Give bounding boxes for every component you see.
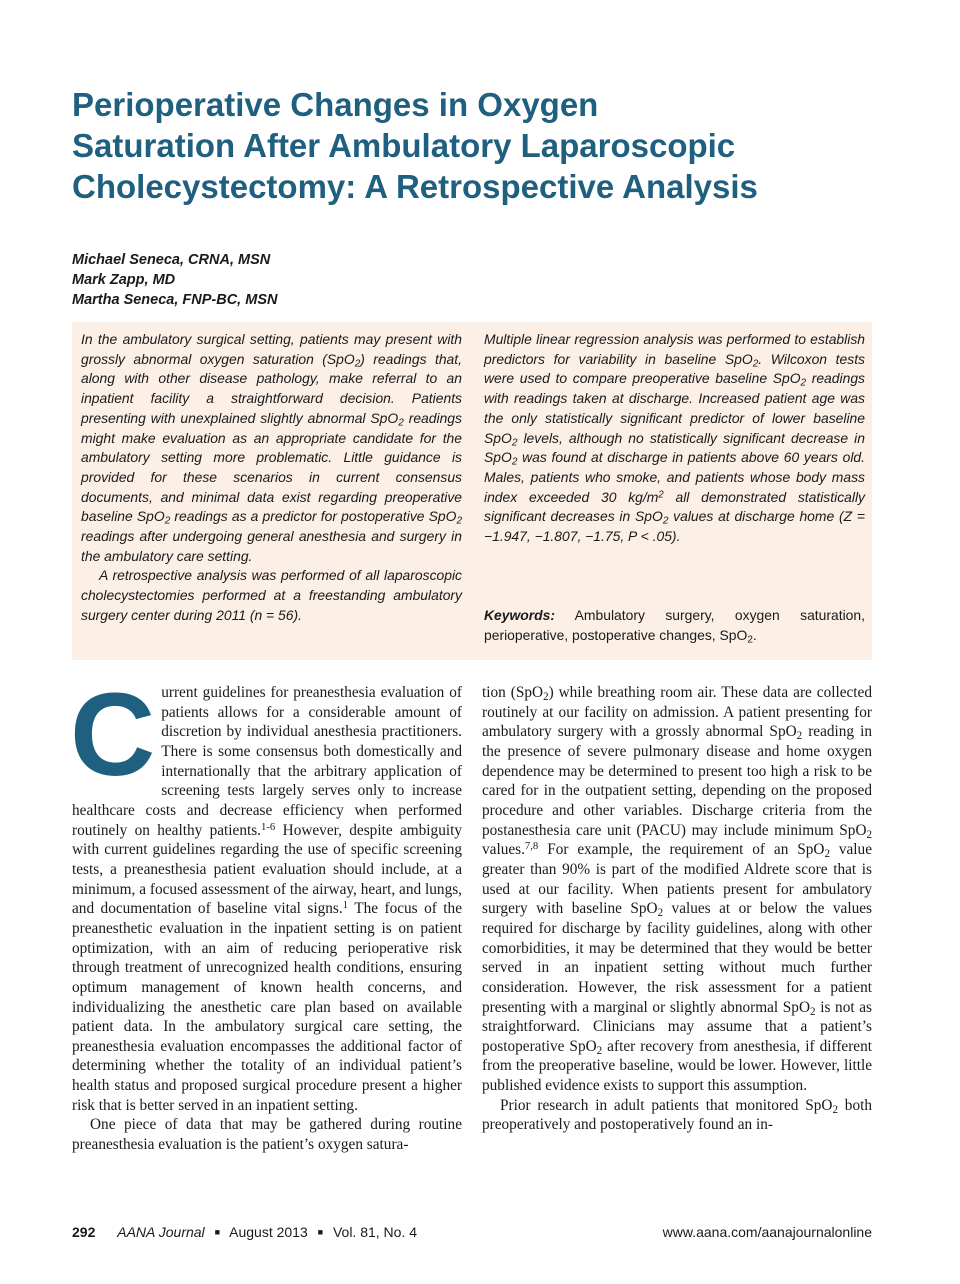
title-line: Perioperative Changes in Oxygen (72, 86, 599, 123)
abstract-right-column (484, 330, 865, 547)
page-number: 292 (72, 1224, 96, 1240)
author-list (72, 250, 277, 310)
body-paragraph: One piece of data that may be gathered during routine preanesthesia evaluation is the patient’s oxygen satura- (72, 1116, 462, 1154)
abstract-paragraph: Multiple linear regression analysis was performed to establish predictors for variability in baseline SpO$_2$. Wilcoxon tests were used to compare preoperative baseline SpO$_2$ readings with readings taken at discharge. Increased patient age was the only statistically significant predictor of lower baseline SpO$_2$ levels, although no statistically significant decrease in SpO$_2$ was found at discharge in patients above 60 years old. Males, patients who smoke, and patients whose body mass index exceeded 30 $kg/m^2$ all demonstrated statistically significant decreases in SpO$_2$ values at discharge home (Z = −1.947, −1.807, −1.75, P < .05). (484, 331, 866, 545)
body-paragraph: tion (SpO$_2$) while breathing room air. These data are collected routinely at our facility on admission. A patient presenting for ambulatory surgery with a grossly abnormal SpO$_2$ reading in the presence of severe pulmonary disease and home oxygen dependence may be determined to present too high a risk to be cared for in the outpatient setting, depending on the proposed procedure and other variables. Discharge criteria from the postanesthesia care unit (PACU) may include minimum SpO$_2$ values.$^{7,8}$ For example, the requirement of an SpO$_2$ value greater than 90% is part of the modified Aldrete score that is used at our facility. When patients present for ambulatory surgery with baseline SpO$_2$ values at or below the values required for discharge by facility guidelines, along with other comorbidities, it may be determined that they would be better served in an inpatient setting without much further consideration. However, the risk assessment for a patient presenting with a marginal or slightly abnormal SpO$_2$ is not as straightforward. Clinicians may assume that a patient’s postoperative SpO$_2$ after recovery from anesthesia, if different from the preoperative baseline, would be lower. However, little published evidence exists to support this assumption. (482, 684, 872, 1095)
journal-url[interactable]: www.aana.com/aanajournalonline (662, 1224, 872, 1240)
body-right-column (482, 683, 872, 1135)
abstract-paragraph: A retrospective analysis was performed of all laparoscopic cholecystectomies performed at a freestanding ambulatory surgery center during 2011 (n = 56). (81, 567, 462, 623)
separator-icon: ■ (214, 1227, 220, 1237)
drop-cap: C (70, 669, 156, 801)
body-left-column (70, 669, 462, 1155)
journal-name: AANA Journal (117, 1224, 205, 1240)
author: Mark Zapp, MD (72, 272, 176, 288)
title-line: Saturation After Ambulatory Laparoscopic (72, 127, 736, 164)
abstract-left-column (81, 330, 462, 626)
keywords-label: Keywords: (484, 607, 556, 623)
volume-info: Vol. 81, No. 4 (332, 1224, 418, 1240)
author: Michael Seneca, CRNA, MSN (72, 252, 271, 268)
abstract-box (72, 322, 872, 660)
issue-date: August 2013 (229, 1224, 308, 1240)
title-line: Cholecystectomy: A Retrospective Analysis (72, 168, 758, 205)
author: Martha Seneca, FNP-BC, MSN (72, 292, 278, 308)
body-paragraph: Prior research in adult patients that monitored SpO$_2$ both preoperatively and postoperatively found an in- (482, 1096, 872, 1134)
abstract-paragraph: In the ambulatory surgical setting, patients may present with grossly abnormal oxygen saturation (SpO$_2$) readings that, along with other disease pathology, make referral to an inpatient facility a straightforward decision. Patients presenting with unexplained slightly abnormal SpO$_2$ readings might make evaluation as an appropriate candidate for the ambulatory setting more problematic. Little guidance is provided for these scenarios in current consensus documents, and minimal data exist regarding preoperative baseline SpO$_2$ readings as a predictor for postoperative SpO$_2$ readings after undergoing general anesthesia and surgery in the ambulatory care setting. (81, 331, 463, 564)
keywords: Keywords: Ambulatory surgery, oxygen saturation, perioperative, postoperative changes, SpO$_2$. (484, 607, 865, 646)
separator-icon: ■ (317, 1227, 324, 1237)
page-footer (72, 1222, 872, 1242)
body-paragraph: Current guidelines for preanesthesia evaluation of patients allows for a considerable amount of discretion by individual anesthesia practitioners. There is some consensus both domestically and internationally that the arbitrary application of screening tests largely serves only to increase healthcare costs and decrease efficiency when performed routinely on healthy patients.$^{1-6}$ However, despite ambiguity with current guidelines regarding the use of specific screening tests, a preanesthesia patient evaluation should include, at a minimum, a focused assessment of the airway, heart, and lungs, and documentation of baseline vital signs.$^1$ The focus of the preanesthetic evaluation in the inpatient setting is on patient optimization, with an aim of reducing perioperative risk through treatment of unrecognized health conditions, ensuring optimum management of known health concerns, and individualizing the anesthetic care plan based on available patient data. In the ambulatory surgical care setting, the preanesthesia evaluation encompasses the additional factor of determining whether the totality of an individual patient’s health status and proposed surgical procedure present a higher risk that is better served in an inpatient setting. (70, 669, 462, 1114)
article-title (72, 84, 892, 207)
